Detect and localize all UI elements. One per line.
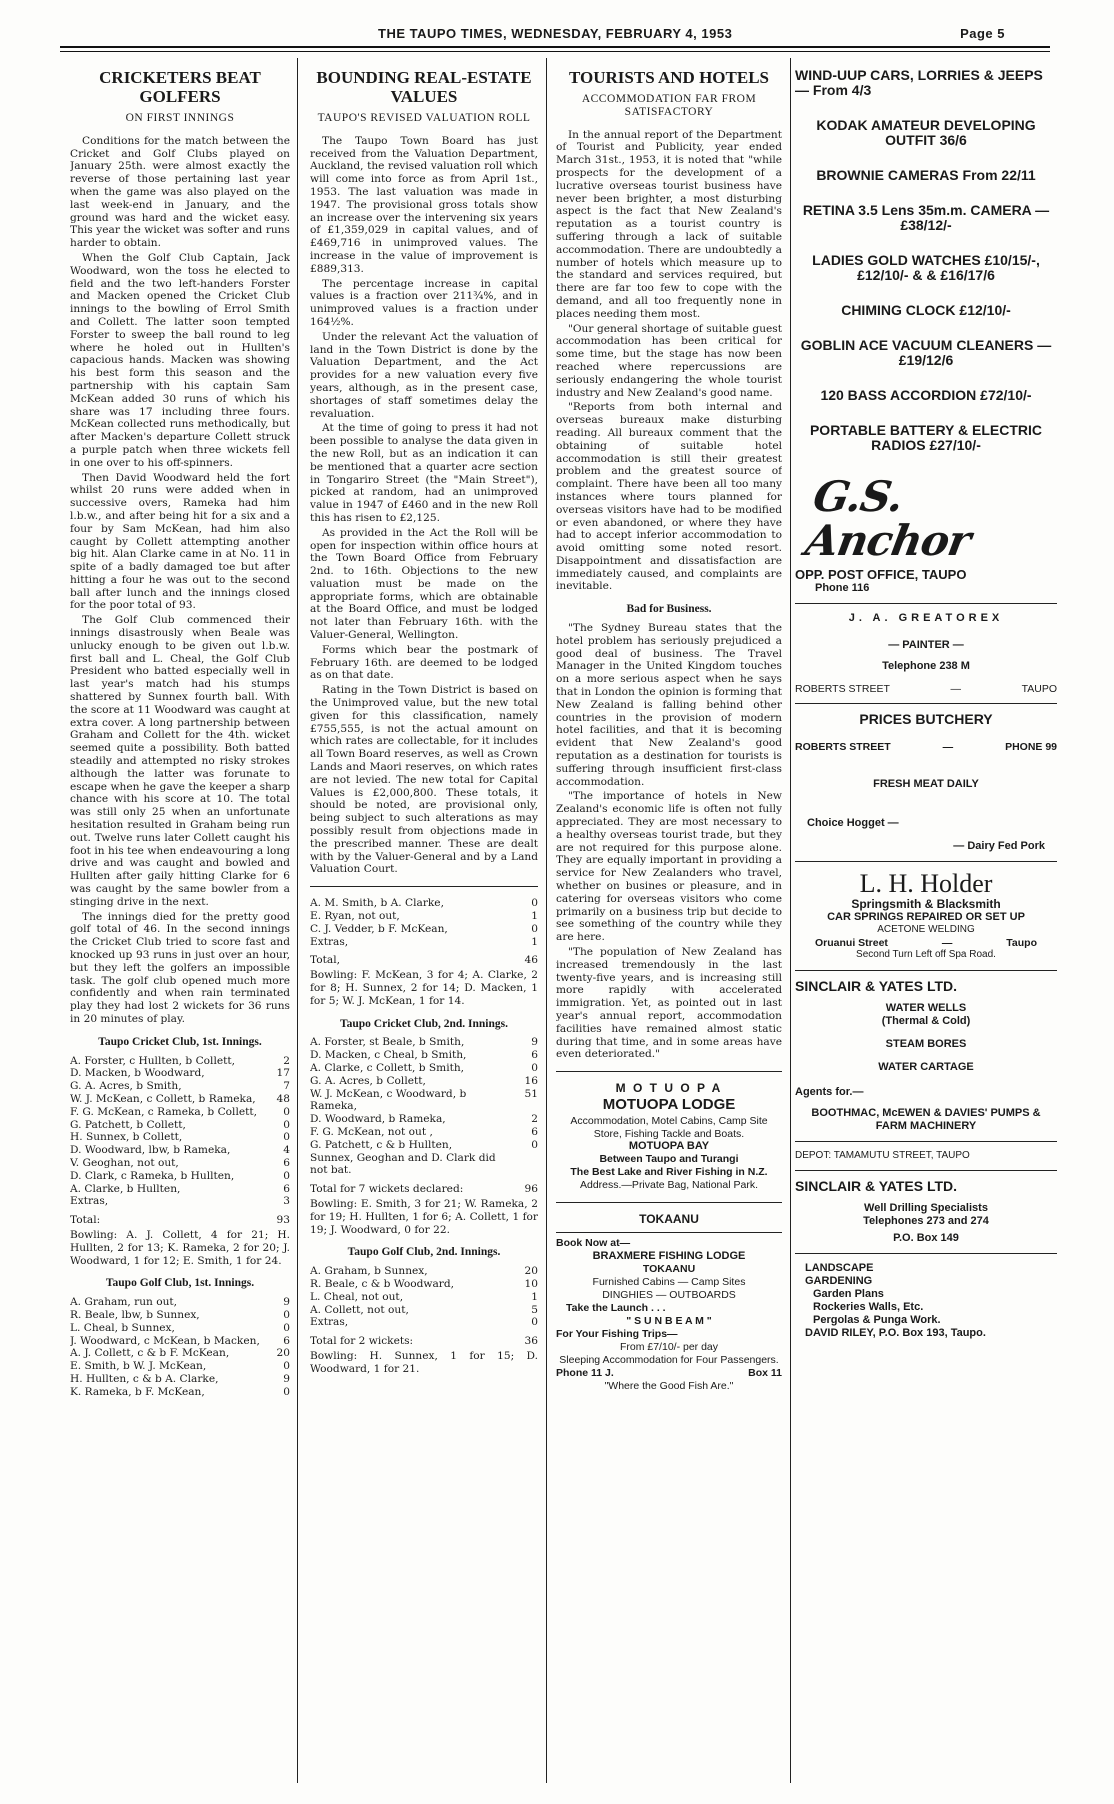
- article-headline: CRICKETERS BEAT GOLFERS: [99, 68, 261, 106]
- article-crosshead: Bad for Business.: [626, 603, 712, 616]
- batsman: A. M. Smith, b A. Clarke,: [310, 897, 444, 910]
- bowling-figures: Bowling: A. J. Collett, 4 for 21; H. Hullten, 2 for 13; K. Rameka, 2 for 20; J. Woodward, 1 for 12; E. Smith, 1 for 24.: [70, 1228, 290, 1267]
- runs: 17: [276, 1067, 290, 1080]
- column-divider: [790, 58, 791, 1783]
- batsman: A. Clarke, b Hullten,: [70, 1182, 181, 1195]
- score-row: [310, 1062, 538, 1075]
- batsman: A. Clarke, c Collett, b Smith,: [310, 1061, 465, 1074]
- batsman: L. Cheal, b Sunnex,: [70, 1321, 175, 1334]
- butchery-fresh: FRESH MEAT DAILY: [873, 778, 979, 790]
- batsman: D. Woodward, lbw, b Rameka,: [70, 1144, 231, 1157]
- batsman: E. Ryan, not out,: [310, 910, 400, 923]
- score-row: [310, 1139, 538, 1152]
- score-row: [70, 1322, 290, 1335]
- ad-brownie: BROWNIE CAMERAS From 22/11: [816, 167, 1036, 183]
- score-row: [70, 1067, 290, 1080]
- sy-steam-bores: STEAM BORES: [885, 1037, 967, 1050]
- ad-kodak: KODAK AMATEUR DEVELOPING OUTFIT 36/6: [816, 117, 1036, 148]
- sy-boothmac: BOOTHMAC, McEWEN & DAVIES' PUMPS & FARM MACHINERY: [811, 1106, 1041, 1132]
- batsman: Sunnex, Geoghan and D. Clark did not bat.: [310, 1151, 496, 1177]
- batsman: D. Woodward, b Rameka,: [310, 1113, 446, 1126]
- ad-radios: PORTABLE BATTERY & ELECTRIC RADIOS £27/10/-: [809, 422, 1043, 453]
- sy-box: P.O. Box 149: [893, 1232, 959, 1244]
- score-row: [70, 1157, 290, 1170]
- article-headline: TOURISTS AND HOTELS: [569, 68, 769, 87]
- batsman: G. A. Acres, b Collett,: [310, 1074, 426, 1087]
- score-row: [310, 910, 538, 923]
- score-row: [310, 1088, 538, 1114]
- batsman: G. Patchett, b Collett,: [70, 1118, 186, 1131]
- batsman: A. Graham, run out,: [70, 1296, 178, 1309]
- anchor-phone: Phone 116: [815, 582, 870, 594]
- score-row: [70, 1335, 290, 1348]
- batsman: F. G. McKean, c Rameka, b Collett,: [70, 1105, 257, 1118]
- score-row: [70, 1195, 290, 1208]
- section-rule: [556, 1202, 782, 1203]
- batsman: Extras,: [310, 1316, 349, 1329]
- score-row: [310, 1075, 538, 1088]
- score-row: [70, 1360, 290, 1373]
- runs: 0: [531, 1316, 538, 1329]
- runs: [514, 1152, 538, 1178]
- batsman: Extras,: [70, 1195, 109, 1208]
- sy-depot: DEPOT: TAMAMUTU STREET, TAUPO: [795, 1149, 970, 1161]
- holder-street: Oruanui Street: [815, 936, 888, 949]
- runs: 5: [531, 1303, 538, 1316]
- batsman: L. Cheal, not out,: [310, 1290, 404, 1303]
- batsman: H. Hullten, c & b A. Clarke,: [70, 1372, 219, 1385]
- ad-wind-up-cars: WIND-UUP CARS, LORRIES & JEEPS — From 4/3: [795, 67, 1043, 98]
- runs: 4: [283, 1144, 290, 1157]
- painter-town: TAUPO: [1021, 683, 1057, 695]
- runs: 0: [283, 1321, 290, 1334]
- batsman: A. Graham, b Sunnex,: [310, 1265, 428, 1278]
- score-row: [70, 1106, 290, 1119]
- ad-goblin: GOBLIN ACE VACUUM CLEANERS — £19/12/6: [800, 337, 1052, 368]
- ad-butchery: PRICES BUTCHERY: [859, 711, 993, 727]
- batsman: A. Forster, st Beale, b Smith,: [310, 1036, 465, 1049]
- score-row: [310, 1113, 538, 1126]
- holder-welding: ACETONE WELDING: [877, 924, 975, 935]
- paragraph: The Golf Club commenced their innings disastrously when Beale was unlucky enough to be given out l.b.w. first ball and L. Cheal, the Golf Club President who batted especially well in last year's match had his stumps shattered by Sunnex fourth ball. With the score at 11 Woodward was caught at extra cover. A long partnership between Graham and Collett for the 4th. wicket seemed quite a possibility. Both batted steadily and attempted no risky strokes although the latter was forunate to escape when he gave the keeper a sharp chance with his score at 10. The total was still only 25 when an unfortunate hesitation resulted in Graham being run out. Twelve runs later Collett caught his foot in his tee when endeavouring a long drive and was caught and bowled and Hullten after gaily hitting Clarke for 6 was caught by the same bowler from a stinging drive in the next.: [70, 614, 290, 908]
- scorecard-title: Taupo Cricket Club, 2nd. Innings.: [340, 1017, 508, 1030]
- scorecard-total: Total for 7 wickets declared: 96: [310, 1183, 538, 1196]
- runs: 1: [531, 935, 538, 948]
- masthead: [60, 22, 1010, 42]
- scorecard-table: [70, 1296, 290, 1398]
- scorecard-title: Taupo Cricket Club, 1st. Innings.: [98, 1035, 262, 1048]
- ad-holder: L. H. Holder: [859, 869, 993, 898]
- paragraph: At the time of going to press it had not been possible to analyse the data given in the new Roll, but as an indication it can be mentioned that a quarter acre section in Tongariro Street (the "Main Street"), picked at random, had an unimproved value in 1947 of £460 and in the new Roll this has risen to £2,125.: [310, 422, 538, 524]
- runs: 1: [531, 1290, 538, 1303]
- batsman: W. J. McKean, c Woodward, b Rameka,: [310, 1087, 467, 1113]
- bowling-figures: Bowling: H. Sunnex, 1 for 15; D. Woodward, 1 for 21.: [310, 1349, 538, 1375]
- score-row: [310, 936, 538, 949]
- batsman: J. Woodward, c McKean, b Macken,: [70, 1334, 260, 1347]
- column-tourists: [556, 60, 782, 1393]
- scorecard-table: [70, 1055, 290, 1209]
- runs: 2: [531, 1113, 538, 1126]
- score-row: [310, 1265, 538, 1278]
- batsman: V. Geoghan, not out,: [70, 1156, 179, 1169]
- section-rule: [310, 886, 538, 887]
- column-divider: [297, 58, 298, 1783]
- column-real-estate: [310, 60, 538, 1376]
- score-row: [310, 1278, 538, 1291]
- score-row: [310, 1316, 538, 1329]
- paragraph: The innings died for the pretty good golf total of 46. In the second innings the Cricket Club tried to score fast and knocked up 93 runs in just over an hour, but they left the golfers an impossible task. The golf club opened much more confidently and when rain terminated play they had lost 2 wickets for 36 runs in 20 minutes of play.: [70, 910, 290, 1025]
- runs: 16: [524, 1074, 538, 1087]
- paragraph: The percentage increase in capital values is a fraction over 211¾%, and in unimproved values is a fraction under 164½%.: [310, 277, 538, 328]
- batsman: G. A. Acres, b Smith,: [70, 1080, 182, 1093]
- holder-directions: Second Turn Left off Spa Road.: [856, 949, 996, 960]
- anchor-logo: G.S. Anchor: [801, 472, 974, 565]
- batsman: D. Macken, c Cheal, b Smith,: [310, 1049, 467, 1062]
- score-row: [70, 1119, 290, 1132]
- sy-drilling: Well Drilling Specialists: [864, 1202, 988, 1214]
- scorecard-total: Total: 93: [70, 1214, 290, 1227]
- ad-retina: RETINA 3.5 Lens 35m.m. CAMERA — £38/12/-: [802, 202, 1050, 233]
- paragraph: Then David Woodward held the fort whilst 20 runs were added when in successive overs, Rameka had him l.b.w., and after being hit for a six and a four by Sam McKean, had him also caught by Collett attempting another big hit. Alan Clarke came in at No. 11 in spite of a badly damaged toe but after hitting a four he was out to the second ball after lunch and the innings closed for the poor total of 93.: [70, 471, 290, 612]
- paragraph: When the Golf Club Captain, Jack Woodward, won the toss he elected to field and the two left-handers Forster and Macken opened the Cricket Club innings to the bowling of Errol Smith and Collett. The latter soon tempted Forster to sweep the ball round to leg where he holed out in Hullten's capacious hands. Macken was showing his best form this season and the partnership with his captain Sam McKean added 30 runs of which his share was 17 including three fours. McKean collected runs methodically, but after Macken's departure Collett struck a purple patch when three wickets fell in one over to his off-spinners.: [70, 251, 290, 469]
- separator: —: [942, 741, 954, 753]
- score-row: [310, 1291, 538, 1304]
- ad-watches: LADIES GOLD WATCHES £10/15/-, £12/10/- & & £16/17/6: [812, 252, 1040, 283]
- paragraph: Conditions for the match between the Cricket and Golf Clubs played on January 25th. were almost exactly the reverse of those pertaining last year when the game was also played on the last week-end in January, and the ground was hard and the wicket easy. This year the wicket was softer and runs harder to obtain.: [70, 134, 290, 250]
- batsman: R. Beale, lbw, b Sunnex,: [70, 1308, 200, 1321]
- paragraph: Forms which bear the postmark of February 16th. are deemed to be lodged as on that date.: [310, 643, 538, 682]
- paragraph: "Reports from both internal and overseas bureaux make disturbing reading. All bureaux comment that the obtaining of suitable hotel accommodation is still their greatest problem and the greatest source of complaint. There have been all too many instances where tours planned for overseas visitors have had to be modified or even abandoned, or where they have had to accept inferior accommodation to avoid omitting some noted resort. Disappointment and dissatisfaction are immediately caused, and complaints are inevitable.: [556, 401, 782, 593]
- paragraph: "The population of New Zealand has increased tremendously in the last twenty-five years, and is increasing still more rapidly with accelerated immigration. Yet, as pointed out in last year's annual report, accommodation facilities have remained almost static during that time, and in some areas have even deteriorated.": [556, 946, 782, 1061]
- runs: 9: [531, 1036, 538, 1049]
- runs: 20: [524, 1265, 538, 1278]
- runs: 0: [283, 1385, 290, 1398]
- runs: 0: [283, 1169, 290, 1182]
- scorecard-table: [310, 1036, 538, 1177]
- ad-landscape: LANDSCAPE GARDENING Garden Plans Rockeries Walls, Etc. Pergolas & Punga Work. DAVID RILEY, P.O. Box 193, Taupo.: [805, 1262, 986, 1339]
- column-cricket: [70, 60, 290, 1399]
- scorecard-continued: [310, 897, 538, 948]
- runs: 1: [531, 910, 538, 923]
- runs: 0: [283, 1308, 290, 1321]
- batsman: D. Macken, b Woodward,: [70, 1067, 205, 1080]
- runs: 6: [283, 1334, 290, 1347]
- sy-water-wells: WATER WELLS: [885, 1001, 967, 1014]
- painter-label: — PAINTER —: [888, 639, 964, 651]
- runs: 0: [531, 922, 538, 935]
- runs: 0: [531, 1138, 538, 1151]
- ad-clock: CHIMING CLOCK £12/10/-: [841, 302, 1011, 318]
- ad-sinclair-yates: SINCLAIR & YATES LTD.: [795, 977, 958, 994]
- paragraph: In the annual report of the Department of Tourist and Publicity, year ended March 31st., 1953, it is noted that "while prospects for the development of a lucrative overseas tourist business have never been brighter, a most disturbing aspect is the fact that New Zealand's reputation as a tourist country is suffering through a lack of suitable accommodation. There are undoubtedly a number of hotels which measure up to the standard and services required, but there are far too few to cope with the demand, and all too frequently none in places needing them most.: [556, 128, 782, 320]
- runs: 20: [276, 1347, 290, 1360]
- paragraph: "The Sydney Bureau states that the hotel problem has seriously prejudiced a good deal of business. The Travel Manager in the United Kingdom touches on a more serious aspect when he says that in London the opinion is forming that New Zealand is falling behind other countries in the provision of modern hotel facilities, and that it is becoming evident that New Zealand's good reputation as a destination for tourists is suffering through insufficient first-class accommodation.: [556, 622, 782, 788]
- score-row: [70, 1080, 290, 1093]
- runs: 6: [531, 1049, 538, 1062]
- batsman: G. Patchett, c & b Hullten,: [310, 1138, 453, 1151]
- holder-trade: Springsmith & Blacksmith: [851, 897, 1001, 911]
- batsman: A. Collett, not out,: [310, 1303, 409, 1316]
- score-row: [70, 1347, 290, 1360]
- paragraph: As provided in the Act the Roll will be open for inspection within office hours at the Town Board Office from February 2nd. to 16th. Objections to the new valuation must be made on the appropriate forms, which are obtainable at the Board Office, and must be lodged not later than February 16th. with the Valuer-General, Wellington.: [310, 526, 538, 642]
- paragraph: "The importance of hotels in New Zealand's economic life is often not fully appreciated. They are most necessary to a healthy overseas tourist trade, but they are not required for this purpose alone. They are equally important in providing a service for New Zealanders who travel, whether on busines or pleasure, and in catering for overseas visitors who come primarily on a business trip but decide to see something of the country while they are here.: [556, 790, 782, 944]
- painter-telephone: Telephone 238 M: [882, 660, 970, 672]
- batsman: C. J. Vedder, b F. McKean,: [310, 922, 448, 935]
- runs: 48: [276, 1092, 290, 1105]
- sy-telephones: Telephones 273 and 274: [863, 1215, 989, 1227]
- runs: 0: [531, 897, 538, 910]
- score-row: [310, 897, 538, 910]
- batsman: K. Rameka, b F. McKean,: [70, 1385, 205, 1398]
- scorecard-title: Taupo Golf Club, 1st. Innings.: [105, 1277, 255, 1290]
- score-row: [310, 1036, 538, 1049]
- batsman: F. G. McKean, not out ,: [310, 1125, 433, 1138]
- butchery-hogget: Choice Hogget —: [807, 817, 899, 829]
- article-headline: BOUNDING REAL-ESTATE VALUES: [316, 68, 532, 106]
- masthead-rule: [60, 46, 1050, 52]
- score-row: [70, 1093, 290, 1106]
- score-row: [70, 1386, 290, 1399]
- ad-braxmere: TOKAANU Book Now at— BRAXMERE FISHING LODGE TOKAANU Furnished Cabins — Camp Sites DINGHIES — OUTBOARDS Take the Launch . . . " S U N B E A M " For Your Fishing Trips— From £7/10/- per day Sleeping Accommodation for Four Passengers. Phone 11 J. Box 11 "Where the Good Fish Are.": [556, 1211, 782, 1392]
- score-row: [70, 1183, 290, 1196]
- butchery-pork: — Dairy Fed Pork: [953, 840, 1045, 852]
- scorecard-title: Taupo Golf Club, 2nd. Innings.: [347, 1246, 501, 1259]
- article-body: [70, 135, 290, 1026]
- score-row: [70, 1170, 290, 1183]
- ad-sinclair-yates-2: SINCLAIR & YATES LTD.: [795, 1178, 958, 1194]
- batsman: E. Smith, b W. J. McKean,: [70, 1360, 207, 1373]
- runs: 0: [283, 1118, 290, 1131]
- runs: 6: [283, 1156, 290, 1169]
- section-rule: [556, 1071, 782, 1072]
- ad-accordion: 120 BASS ACCORDION £72/10/-: [820, 387, 1032, 403]
- butchery-street: ROBERTS STREET: [795, 741, 891, 753]
- anchor-address: OPP. POST OFFICE, TAUPO: [795, 567, 967, 582]
- batsman: W. J. McKean, c Collett, b Rameka,: [70, 1092, 256, 1105]
- holder-springs: CAR SPRINGS REPAIRED OR SET UP: [827, 911, 1025, 923]
- masthead-title: THE TAUPO TIMES, WEDNESDAY, FEBRUARY 4, 1953: [378, 26, 733, 41]
- separator: —: [950, 683, 961, 695]
- runs: 0: [531, 1061, 538, 1074]
- score-row: [70, 1144, 290, 1157]
- column-divider: [546, 58, 547, 1783]
- runs: 9: [283, 1296, 290, 1309]
- runs: 7: [283, 1080, 290, 1093]
- runs: 9: [283, 1372, 290, 1385]
- runs: 6: [531, 1125, 538, 1138]
- ad-greatorex: J. A. GREATOREX: [848, 612, 1004, 624]
- paragraph: Under the relevant Act the valuation of land in the Town District is done by the Valuation Department, and the Act provides for a new valuation every five years, although, as in the present case, shortages of staff sometimes delay the revaluation.: [310, 330, 538, 420]
- article-subhead: ON FIRST INNINGS: [125, 112, 235, 124]
- score-row: [70, 1373, 290, 1386]
- scorecard-total: Total for 2 wickets: 36: [310, 1335, 538, 1348]
- runs: 3: [283, 1195, 290, 1208]
- paragraph: "Our general shortage of suitable guest accommodation has been critical for some time, but the stage has now been reached where repercussions are seriously endangering the whole tourist industry and New Zealand's good name.: [556, 322, 782, 399]
- score-row: [310, 1126, 538, 1139]
- scorecard-table: [310, 1265, 538, 1329]
- painter-street: ROBERTS STREET: [795, 683, 890, 695]
- score-row: [310, 1152, 538, 1178]
- sy-agents: Agents for.—: [795, 1085, 864, 1098]
- batsman: A. Forster, c Hullten, b Collett,: [70, 1054, 235, 1067]
- article-body: [556, 622, 782, 1061]
- ad-motuopa: M O T U O P A MOTUOPA LODGE Accommodation, Motel Cabins, Camp Site Store, Fishing Tackle and Boats. MOTUOPA BAY Between Taupo and Turangi The Best Lake and River Fishing in N.Z. Address.—Private Bag, National Park.: [570, 1081, 768, 1191]
- article-subhead: TAUPO'S REVISED VALUATION ROLL: [317, 112, 531, 124]
- runs: 0: [283, 1105, 290, 1118]
- runs: 6: [283, 1182, 290, 1195]
- holder-town: Taupo: [1006, 936, 1037, 949]
- batsman: A. J. Collett, c & b F. McKean,: [70, 1347, 230, 1360]
- ads-column: [795, 60, 1057, 1340]
- paragraph: The Taupo Town Board has just received from the Valuation Department, Auckland, the revised valuation roll which will come into force as from April 1st., 1953. The last valuation was made in 1947. The provisional gross totals show an increase over the intervening six years of £1,359,029 in capital values, and of £469,716 in unimproved values. The increase in the value of improvement is £889,313.: [310, 134, 538, 275]
- batsman: Extras,: [310, 935, 349, 948]
- butchery-phone: PHONE 99: [1005, 741, 1057, 753]
- batsman: H. Sunnex, b Collett,: [70, 1131, 183, 1144]
- score-row: [310, 923, 538, 936]
- bowling-figures: Bowling: E. Smith, 3 for 21; W. Rameka, 2 for 19; H. Hullten, 1 for 6; A. Collett, 1 for 19; J. Woodward, 0 for 22.: [310, 1197, 538, 1236]
- score-row: [70, 1131, 290, 1144]
- sy-water-cartage: WATER CARTAGE: [878, 1060, 974, 1073]
- sy-thermal: (Thermal & Cold): [881, 1014, 971, 1027]
- batsman: R. Beale, c & b Woodward,: [310, 1277, 455, 1290]
- score-row: [310, 1304, 538, 1317]
- score-row: [70, 1055, 290, 1068]
- article-subhead: ACCOMMODATION FAR FROM SATISFACTORY: [581, 93, 757, 118]
- batsman: D. Clark, c Rameka, b Hullten,: [70, 1169, 235, 1182]
- score-row: [70, 1309, 290, 1322]
- bowling-figures: Bowling: F. McKean, 3 for 4; A. Clarke, 2 for 8; H. Sunnex, 2 for 14; D. Macken, 1 for 5; W. J. McKean, 1 for 14.: [310, 969, 538, 1007]
- scorecard-total: Total, 46: [310, 954, 538, 967]
- article-body: [556, 129, 782, 594]
- paragraph: Rating in the Town District is based on the Unimproved value, but the new total given for this classification, namely £755,555, is not the actual amount on which rates are collectable, for it includes all Town Board reserves, as well as Crown Lands and Maori reserves, on which rates are not levied. The new total for Capital Values is £2,000,800. These totals, it should be noted, are provisional only, being subject to such alterations as may possibly result from objections made in the prescribed manner. These are dealt with by the Valuer-General and by a Land Valuation Court.: [310, 684, 538, 876]
- runs: 0: [283, 1131, 290, 1144]
- runs: 51: [524, 1087, 538, 1100]
- runs: 0: [283, 1360, 290, 1373]
- separator: —: [941, 936, 953, 949]
- runs: 2: [283, 1054, 290, 1067]
- runs: 10: [524, 1277, 538, 1290]
- article-body: [310, 135, 538, 876]
- score-row: [70, 1296, 290, 1309]
- page-number: Page 5: [960, 26, 1005, 41]
- score-row: [310, 1049, 538, 1062]
